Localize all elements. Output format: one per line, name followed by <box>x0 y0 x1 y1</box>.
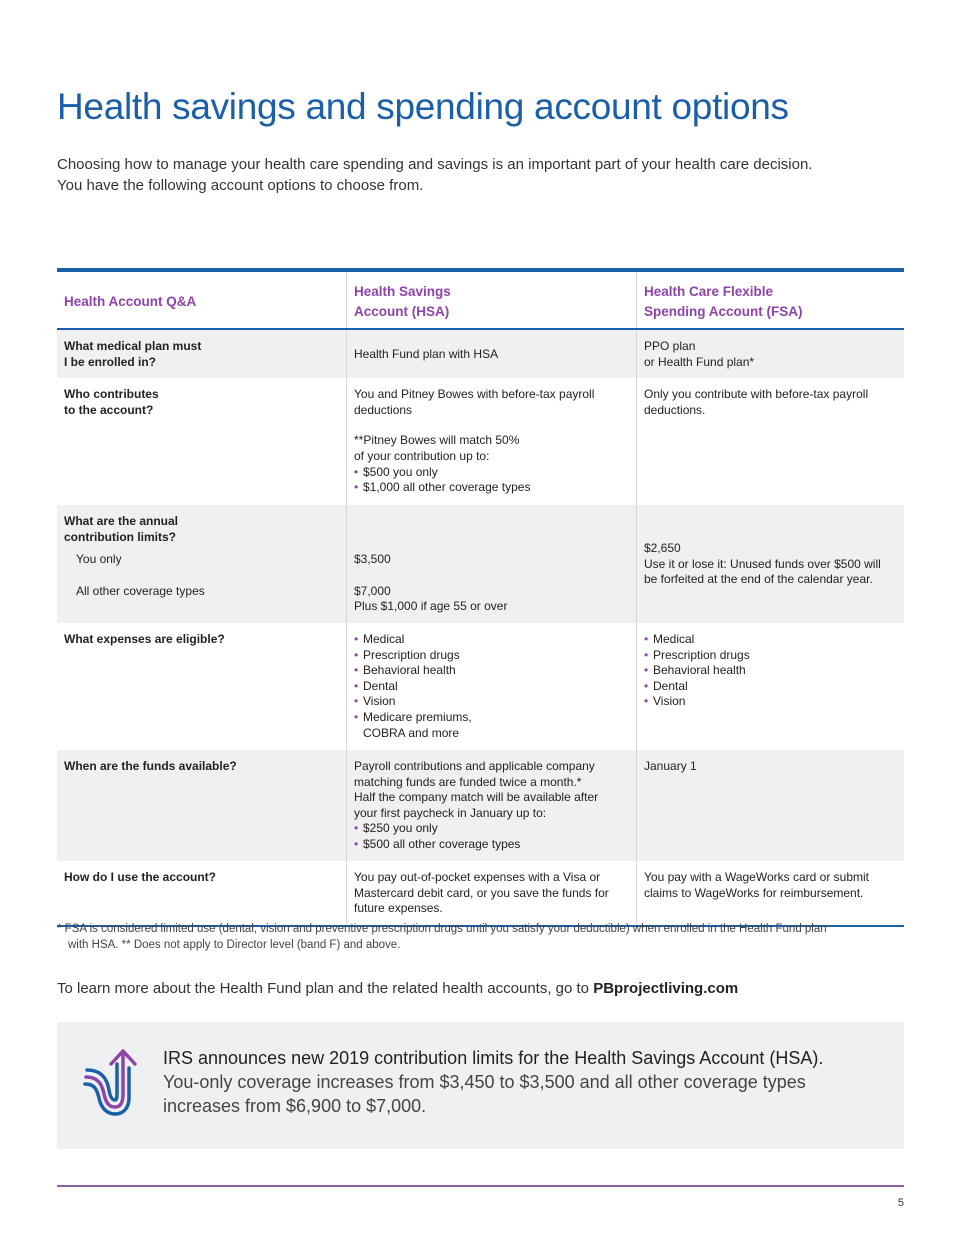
list-item: • Dental <box>644 679 897 695</box>
footnote-line: * FSA is considered limited use (dental, vision and preventive prescription drugs until you satisfy your deductible) when enrolled in the Health Fund plan <box>57 923 827 935</box>
fsa-line: claims to WageWorks for reimbursement. <box>644 885 864 900</box>
question-cell <box>57 378 347 505</box>
hsa-line: deductions <box>354 402 413 417</box>
list-item: • Vision <box>354 694 629 710</box>
table-row <box>57 505 904 623</box>
callout-headline: IRS announces new 2019 contribution limits for the Health Savings Account (HSA). <box>163 1048 824 1068</box>
upward-arrow-waves-icon <box>83 1048 137 1116</box>
table-row <box>57 861 904 926</box>
question-cell <box>57 750 347 861</box>
fsa-cell <box>637 861 905 926</box>
fsa-cell <box>637 378 905 505</box>
hsa-limit-catchup: Plus $1,000 if age 55 or over <box>354 599 508 614</box>
header-qa <box>57 270 347 329</box>
hsa-limit-you-only: $3,500 <box>354 552 391 567</box>
hsa-match-list <box>354 465 629 496</box>
hsa-limit-other: $7,000 <box>354 583 391 598</box>
intro-paragraph <box>57 154 897 196</box>
footnote-line: with HSA. ** Does not apply to Director level (band F) and above. <box>68 938 401 951</box>
list-item-line: COBRA and more <box>363 725 460 740</box>
list-item: • Prescription drugs <box>354 648 629 664</box>
hsa-line: You and Pitney Bowes with before-tax payroll <box>354 387 595 402</box>
hsa-cell <box>347 623 637 750</box>
header-hsa <box>347 270 637 329</box>
fsa-line: be forfeited at the end of the calendar year. <box>644 572 873 587</box>
fsa-cell <box>637 623 905 750</box>
question-text: How do I use the account? <box>64 869 217 884</box>
list-item: • Medical <box>354 632 629 648</box>
header-hsa-line: Health Savings <box>354 284 451 299</box>
header-qa-label: Health Account Q&A <box>64 294 197 309</box>
fsa-line: deductions. <box>644 402 706 417</box>
website-link[interactable]: PBprojectliving.com <box>593 980 739 997</box>
sub-label-you-only: You only <box>76 552 122 567</box>
question-line: to the account? <box>64 402 154 417</box>
table-footnote <box>57 922 904 953</box>
hsa-cell <box>347 861 637 926</box>
hsa-cell <box>347 505 637 623</box>
question-text: When are the funds available? <box>64 758 237 773</box>
question-line: What are the annual <box>64 514 179 529</box>
header-fsa-line: Spending Account (FSA) <box>644 304 803 319</box>
fsa-cell <box>637 750 905 861</box>
hsa-line: Half the company match will be available after <box>354 790 599 805</box>
callout-body: You-only coverage increases from $3,450 to $3,500 and all other coverage types increases from $6,900 to $7,000. <box>163 1072 806 1116</box>
question-cell <box>57 623 347 750</box>
hsa-cell <box>347 378 637 505</box>
fsa-limit: $2,650 <box>644 541 681 556</box>
hsa-match-line: **Pitney Bowes will match 50% <box>354 433 520 448</box>
fsa-line: Use it or lose it: Unused funds over $500 will <box>644 556 881 571</box>
fsa-cell <box>637 329 905 378</box>
header-fsa-line: Health Care Flexible <box>644 284 774 299</box>
question-cell <box>57 505 347 623</box>
table-row <box>57 623 904 750</box>
fsa-line: You pay with a WageWorks card or submit <box>644 869 869 884</box>
hsa-cell <box>347 750 637 861</box>
intro-line: Choosing how to manage your health care spending and savings is an important part of your health care decision. <box>57 156 813 173</box>
hsa-line: future expenses. <box>354 901 443 916</box>
header-hsa-line: Account (HSA) <box>354 304 450 319</box>
list-item: • $500 you only <box>354 465 629 481</box>
question-text: What expenses are eligible? <box>64 631 225 646</box>
hsa-line: matching funds are funded twice a month.* <box>354 774 582 789</box>
fsa-expense-list <box>644 632 897 710</box>
question-cell <box>57 329 347 378</box>
list-item: • $1,000 all other coverage types <box>354 480 629 496</box>
list-item: • Dental <box>354 679 629 695</box>
callout-text <box>163 1046 883 1118</box>
hsa-match-line: of your contribution up to: <box>354 448 490 463</box>
intro-line: You have the following account options to choose from. <box>57 177 424 194</box>
fsa-cell <box>637 505 905 623</box>
list-item: • Behavioral health <box>354 663 629 679</box>
irs-announcement-callout <box>57 1022 904 1149</box>
list-item: • Vision <box>644 694 897 710</box>
hsa-line: your first paycheck in January up to: <box>354 805 547 820</box>
list-item <box>354 710 629 741</box>
hsa-cell <box>347 329 637 378</box>
question-line: I be enrolled in? <box>64 354 157 369</box>
table-header-row <box>57 270 904 329</box>
hsa-value: Health Fund plan with HSA <box>354 346 499 361</box>
list-item: • Behavioral health <box>644 663 897 679</box>
question-line: contribution limits? <box>64 529 176 544</box>
question-line: Who contributes <box>64 387 159 402</box>
page-number: 5 <box>897 1197 904 1209</box>
table-row <box>57 329 904 378</box>
list-item: • $250 you only <box>354 821 629 837</box>
header-fsa <box>637 270 905 329</box>
learn-more-text <box>57 980 738 997</box>
page-title: Health savings and spending account options <box>57 86 789 127</box>
fsa-value: January 1 <box>644 758 697 773</box>
question-cell <box>57 861 347 926</box>
fsa-line: or Health Fund plan* <box>644 354 755 369</box>
health-account-qa-table <box>57 268 904 927</box>
hsa-line: Mastercard debit card, or you save the funds for <box>354 885 609 900</box>
hsa-line: Payroll contributions and applicable company <box>354 758 595 773</box>
hsa-expense-list <box>354 632 629 741</box>
list-item: • Medical <box>644 632 897 648</box>
table-row <box>57 750 904 861</box>
list-item-line: • Medicare premiums, <box>363 709 472 724</box>
learn-more-label: To learn more about the Health Fund plan and the related health accounts, go to <box>57 980 594 997</box>
fsa-line: Only you contribute with before-tax payroll <box>644 387 869 402</box>
hsa-line: You pay out-of-pocket expenses with a Visa or <box>354 869 601 884</box>
list-item: • $500 all other coverage types <box>354 837 629 853</box>
sub-label-other: All other coverage types <box>76 583 205 598</box>
question-line: What medical plan must <box>64 339 202 353</box>
footer-divider <box>57 1185 904 1187</box>
list-item: • Prescription drugs <box>644 648 897 664</box>
hsa-funds-list <box>354 821 629 852</box>
table-row <box>57 378 904 505</box>
fsa-line: PPO plan <box>644 339 696 353</box>
